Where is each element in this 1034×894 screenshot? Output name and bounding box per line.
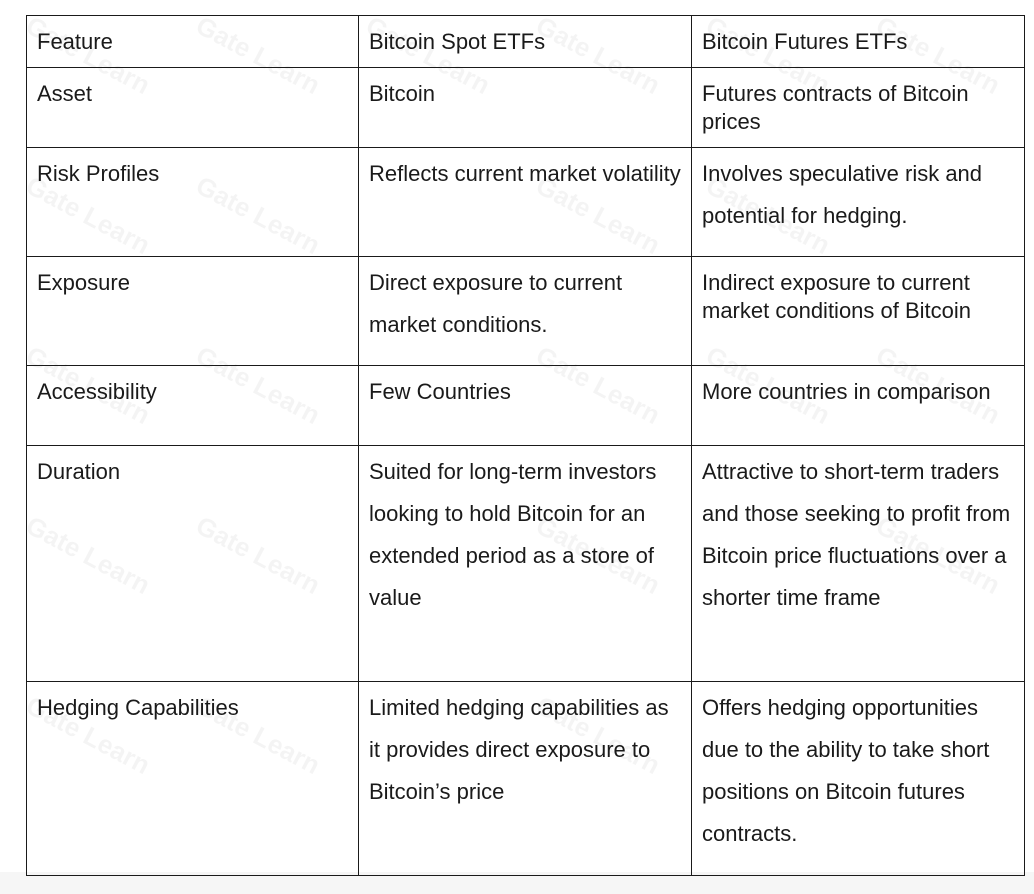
spot-cell: Suited for long-term investors looking to hold Bitcoin for an extended period as a store of value	[359, 446, 692, 682]
spot-cell: Few Countries	[359, 366, 692, 446]
feature-cell: Risk Profiles	[27, 148, 359, 257]
feature-cell: Duration	[27, 446, 359, 682]
spot-cell: Reflects current market volatility	[359, 148, 692, 257]
spot-cell: Bitcoin	[359, 68, 692, 148]
etf-comparison-table	[26, 15, 1025, 876]
table-row	[27, 366, 1025, 446]
feature-cell: Exposure	[27, 257, 359, 366]
feature-cell: Accessibility	[27, 366, 359, 446]
spot-cell: Limited hedging capabilities as it provides direct exposure to Bitcoin’s price	[359, 682, 692, 876]
table-row	[27, 257, 1025, 366]
futures-cell: Involves speculative risk and potential for hedging.	[692, 148, 1025, 257]
table-header-row	[27, 16, 1025, 68]
table-row	[27, 446, 1025, 682]
spot-cell: Direct exposure to current market conditions.	[359, 257, 692, 366]
futures-cell: Futures contracts of Bitcoin prices	[692, 68, 1025, 148]
futures-cell: Attractive to short-term traders and those seeking to profit from Bitcoin price fluctuations over a shorter time frame	[692, 446, 1025, 682]
futures-cell: Indirect exposure to current market conditions of Bitcoin	[692, 257, 1025, 366]
feature-cell: Hedging Capabilities	[27, 682, 359, 876]
header-cell-spot: Bitcoin Spot ETFs	[359, 16, 692, 68]
futures-cell: More countries in comparison	[692, 366, 1025, 446]
header-cell-feature: Feature	[27, 16, 359, 68]
header-cell-futures: Bitcoin Futures ETFs	[692, 16, 1025, 68]
table-row	[27, 68, 1025, 148]
comparison-table-wrapper	[26, 15, 1025, 876]
futures-cell: Offers hedging opportunities due to the ability to take short positions on Bitcoin futures contracts.	[692, 682, 1025, 876]
table-row	[27, 682, 1025, 876]
feature-cell: Asset	[27, 68, 359, 148]
table-row	[27, 148, 1025, 257]
